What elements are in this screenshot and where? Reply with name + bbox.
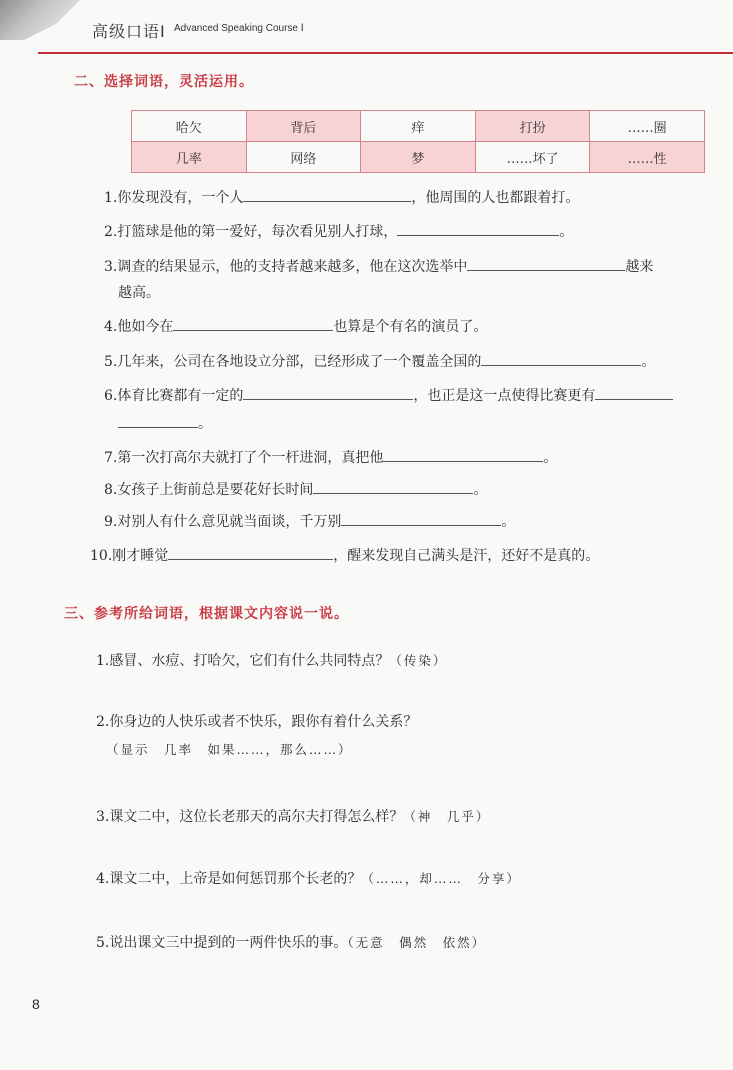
header-divider (38, 52, 733, 54)
question-text: 。 (559, 224, 574, 240)
hint-words: （神 几乎） (403, 809, 491, 824)
question-text: 课文二中，上帝是如何惩罚那个长老的？ (109, 871, 362, 887)
question-text: 你发现没有，一个人 (117, 190, 244, 206)
word-cell: 网络 (246, 142, 361, 173)
question-text: ，醒来发现自己满头是汗，还好不是真的。 (333, 548, 600, 564)
question-text: 越来 (625, 259, 654, 275)
discussion-question (96, 651, 447, 671)
hint-words: （传染） (389, 653, 448, 668)
question-number: 3. (96, 809, 110, 825)
fill-question (104, 256, 653, 277)
question-number: 6. (104, 388, 118, 404)
page-header (0, 0, 733, 52)
question-text: 几年来，公司在各地设立分部，已经形成了一个覆盖全国的 (117, 354, 482, 370)
question-text: 女孩子上街前总是要花好长时间 (117, 482, 314, 498)
answer-blank[interactable] (397, 221, 559, 236)
hint-words: （显示 几率 如果……，那么……） (106, 742, 353, 757)
question-number: 2. (96, 714, 110, 730)
answer-blank[interactable] (243, 385, 413, 400)
book-title: 高级口语Ⅰ (92, 22, 166, 41)
word-bank-row (132, 111, 705, 142)
word-bank-table (131, 110, 705, 173)
answer-blank[interactable] (383, 447, 543, 462)
question-text: 。 (198, 416, 212, 432)
discussion-question (96, 933, 486, 953)
question-number: 8. (104, 482, 118, 498)
question-text: 说出课文三中提到的一两件快乐的事。 (109, 935, 348, 951)
discussion-question (96, 712, 417, 732)
question-text: 调查的结果显示，他的支持者越来越多，他在这次选举中 (117, 259, 468, 275)
discussion-question (96, 807, 490, 827)
word-cell: ……坏了 (475, 142, 590, 173)
word-cell: ……圈 (590, 111, 705, 142)
section-3-title: 三、参考所给词语，根据课文内容说一说。 (64, 606, 349, 622)
answer-blank[interactable] (168, 545, 333, 560)
question-continuation (118, 413, 212, 434)
word-bank-row (132, 142, 705, 173)
hint-words: （无意 偶然 依然） (347, 935, 487, 950)
question-text: 感冒、水痘、打哈欠，它们有什么共同特点？ (109, 653, 390, 669)
question-number: 1. (104, 190, 118, 206)
answer-blank[interactable] (341, 511, 501, 526)
question-number: 7. (104, 450, 118, 466)
header-roof-ornament (0, 0, 80, 40)
fill-question (104, 447, 557, 468)
question-number: 4. (104, 319, 118, 335)
question-text: 体育比赛都有一定的 (117, 388, 244, 404)
question-text: 他如今在 (117, 319, 174, 335)
fill-question (104, 316, 487, 337)
word-cell: 背后 (246, 111, 361, 142)
question-text: 第一次打高尔夫就打了个一杆进洞，真把他 (117, 450, 384, 466)
fill-question (104, 511, 515, 532)
fill-question (104, 187, 579, 208)
question-continuation: 越高。 (118, 285, 160, 301)
answer-blank[interactable] (595, 385, 673, 400)
question-number: 2. (104, 224, 118, 240)
answer-blank[interactable] (118, 413, 198, 428)
word-cell: 哈欠 (132, 111, 247, 142)
answer-blank[interactable] (243, 187, 411, 202)
question-text: 。 (543, 450, 558, 466)
question-number: 4. (96, 871, 110, 887)
word-cell: 痒 (361, 111, 476, 142)
book-subtitle: Advanced Speaking Course Ⅰ (174, 23, 304, 34)
question-text: 对别人有什么意见就当面谈，千万别 (117, 514, 342, 530)
fill-question (104, 221, 573, 242)
fill-question (90, 545, 599, 566)
question-number: 1. (96, 653, 110, 669)
section-2-title: 二、选择词语，灵活运用。 (74, 74, 254, 90)
question-text: 课文二中，这位长老那天的高尔夫打得怎么样？ (109, 809, 404, 825)
question-text: 。 (501, 514, 516, 530)
answer-blank[interactable] (467, 256, 625, 271)
word-cell: 打扮 (475, 111, 590, 142)
fill-question (104, 385, 673, 406)
question-number: 10. (90, 548, 113, 564)
word-cell: 几率 (132, 142, 247, 173)
page-number: 8 (32, 996, 40, 1012)
question-text: 刚才睡觉 (112, 548, 169, 564)
question-text: 也算是个有名的演员了。 (333, 319, 488, 335)
question-number: 3. (104, 259, 118, 275)
question-number: 9. (104, 514, 118, 530)
answer-blank[interactable] (173, 316, 333, 331)
answer-blank[interactable] (313, 479, 473, 494)
question-number: 5. (104, 354, 118, 370)
fill-question (104, 351, 655, 372)
answer-blank[interactable] (481, 351, 641, 366)
word-cell: ……性 (590, 142, 705, 173)
question-text: 。 (473, 482, 488, 498)
question-text: 你身边的人快乐或者不快乐，跟你有着什么关系？ (109, 714, 418, 730)
question-text: ，他周围的人也都跟着打。 (411, 190, 580, 206)
hint-words: （……，却…… 分享） (361, 871, 521, 886)
fill-question (104, 479, 487, 500)
question-text: ，也正是这一点使得比赛更有 (413, 388, 596, 404)
question-number: 5. (96, 935, 110, 951)
question-text: 。 (641, 354, 656, 370)
word-cell: 梦 (361, 142, 476, 173)
discussion-question (96, 869, 521, 889)
question-text: 打篮球是他的第一爱好，每次看见别人打球， (117, 224, 398, 240)
